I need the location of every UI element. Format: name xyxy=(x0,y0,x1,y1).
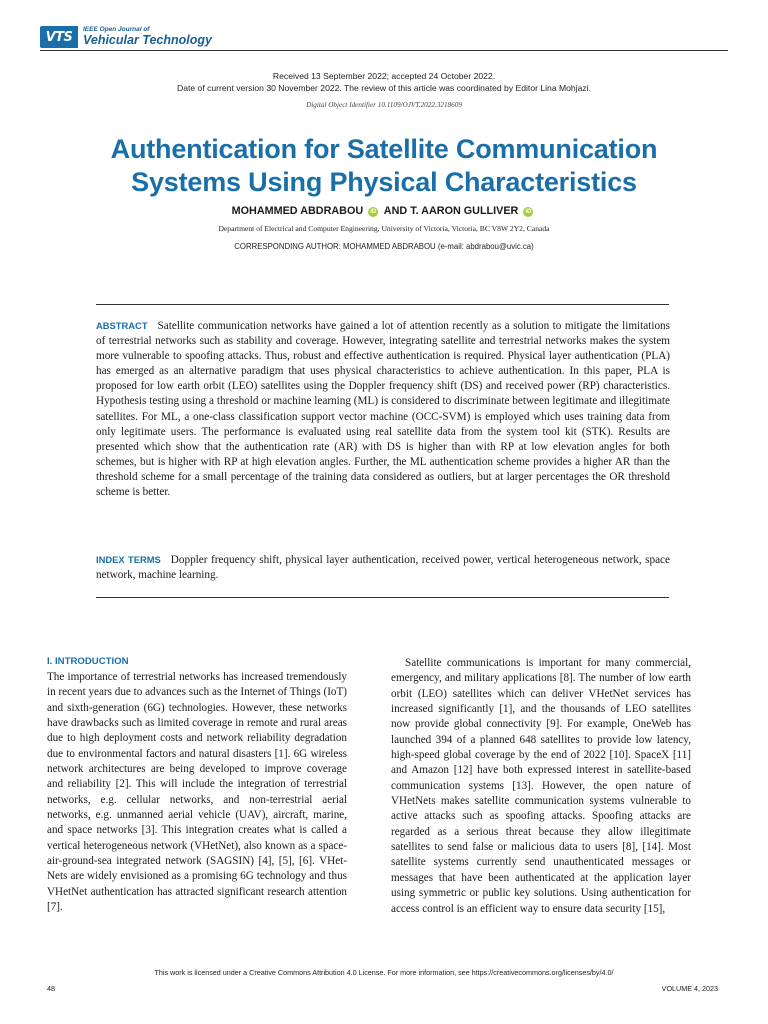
volume-label: VOLUME 4, 2023 xyxy=(661,984,718,993)
current-version-line: Date of current version 30 November 2022. The review of this article was coordinated by Editor Lina Mohjazi. xyxy=(177,83,591,93)
body-column-left xyxy=(47,655,347,916)
journal-prefix: IEEE Open Journal of xyxy=(83,26,150,34)
abstract xyxy=(96,318,670,500)
abstract-top-divider xyxy=(96,304,669,305)
body-paragraph: The importance of terrestrial networks has increased tremendously in recent years due to advances such as the Internet of Things (IoT) and sixth-generation (6G) technologies. However, these networks have drawbacks such as limited coverage in remote and rural areas due to high deployment costs and network reliability degradation due to environmental factors and natural disasters [1]. 6G wireless network architectures are being developed to improve coverage and reliability [2]. This will include the integration of terrestrial networks, e.g. cellular networks, and non-terrestrial aerial networks, e.g. unmanned aerial vehicle (UAV), aircraft, marine, and space networks [3]. This integration creates what is called a vertical heterogeneous network (VHetNet), also known as a space-air-ground-sea integrated network (SAGSIN) [4], [5], [6]. VHetNets are widely envisioned as a promising 6G technology and thus VHetNet authentication has attracted significant research attention [7]. xyxy=(47,671,347,914)
title-line-1: Authentication for Satellite Communication xyxy=(110,134,658,164)
orcid-icon[interactable]: iD xyxy=(525,209,532,215)
author-name: AND T. AARON GULLIVER xyxy=(383,205,519,217)
vts-logo: VTS xyxy=(40,26,78,48)
doi: Digital Object Identifier 10.1109/OJVT.2022.3218609 xyxy=(306,101,462,109)
journal-name: Vehicular Technology xyxy=(83,32,212,47)
index-terms xyxy=(96,552,670,583)
affiliation: Department of Electrical and Computer Engineering, University of Victoria, Victoria, BC V8W 2Y2, Canada xyxy=(218,224,550,233)
author-list xyxy=(0,205,768,217)
received-dates xyxy=(0,70,768,94)
title-line-2: Systems Using Physical Characteristics xyxy=(131,167,637,197)
author-name: MOHAMMED ABDRABOU xyxy=(231,205,364,217)
license-notice: This work is licensed under a Creative Commons Attribution 4.0 License. For more information, see https://creativecommons.org/licenses/by/4.0/ xyxy=(154,968,614,977)
received-line: Received 13 September 2022; accepted 24 October 2022. xyxy=(272,71,496,81)
journal-masthead xyxy=(40,22,212,52)
index-terms-label: INDEX TERMS xyxy=(96,554,161,565)
abstract-text: Satellite communication networks have gained a lot of attention recently as a solution to mitigate the limitations of terrestrial networks such as stability and coverage. However, integrating satellite and terrestrial networks makes the system more vulnerable to spoofing attacks. Thus, robust and effective authentication is required. Physical layer authentication (PLA) has emerged as an alternative paradigm that uses physical characteristics to achieve authentication. In this paper, PLA is proposed for low earth orbit (LEO) satellites using the Doppler frequency shift (DS) and received power (RP) characteristics. Hypothesis testing using a threshold or machine learning (ML) is considered to discriminate between legitimate and illegitimate satellites. For ML, a one-class classification support vector machine (OCC-SVM) is employed which uses training data from only legitimate users. The performance is evaluated using real satellite data from the system tool kit (STK). Results are presented which show that the authentication rate (AR) with DS is higher than with RP at low elevation angles for both schemes, but is higher with RP at high elevation angles. Further, the ML authentication scheme provides a higher AR than the threshold scheme for a small percentage of the training data considered as outliers, but at larger percentages the OR threshold scheme is better. xyxy=(96,320,670,499)
header-divider xyxy=(40,50,728,51)
journal-title-block xyxy=(83,27,212,47)
paper-title xyxy=(60,133,708,199)
orcid-icon[interactable]: iD xyxy=(370,209,377,215)
abstract-bottom-divider xyxy=(96,597,669,598)
page-number: 48 xyxy=(47,984,55,993)
section-heading: I. INTRODUCTION xyxy=(47,656,129,667)
index-terms-text: Doppler frequency shift, physical layer authentication, received power, vertical heterogeneous network, space network, machine learning. xyxy=(96,554,670,582)
body-paragraph: Satellite communications is important for many commercial, emergency, and military applications [8]. The number of low earth orbit (LEO) satellites which can deliver VHetNet services has increased significantly [1], and the thousands of LEO satellites now provide global connectivity [9]. For example, OneWeb has launched 394 of a planned 648 satellites to provide low latency, high-speed global coverage by the end of 2022 [10]. SpaceX [11] and Amazon [12] have both expressed interest in satellite-based communication systems [13]. However, the open nature of VHetNets makes satellite communication systems vulnerable to active attacks such as spoofing attacks. Spoofing attacks are regarded as a serious threat because they allow illegitimate satellites to send false or malicious data to users [8], [14]. Most satellite systems currently send unauthenticated messages or messages that have been authenticated at the application layer using symmetric or public key solutions. Using authentication for access control is an efficient way to ensure data security [15], xyxy=(391,657,691,915)
body-column-right xyxy=(391,656,691,917)
abstract-label: ABSTRACT xyxy=(96,320,148,331)
corresponding-author: CORRESPONDING AUTHOR: MOHAMMED ABDRABOU (e-mail: abdrabou@uvic.ca) xyxy=(234,242,534,251)
